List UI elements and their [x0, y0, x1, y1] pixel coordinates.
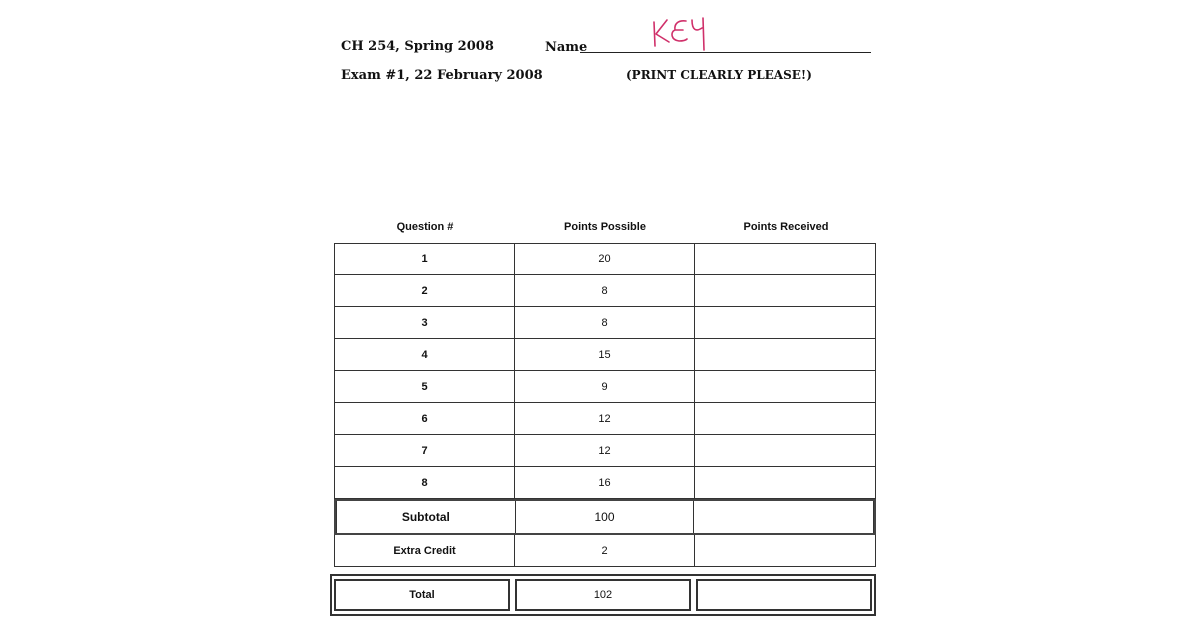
print-instruction: (PRINT CLEARLY PLEASE!)	[626, 68, 812, 82]
points-possible: 9	[514, 371, 694, 402]
question-number: 4	[334, 339, 514, 370]
points-received[interactable]	[694, 371, 876, 402]
points-received[interactable]	[694, 339, 876, 370]
table-row	[334, 467, 876, 499]
subtotal-received[interactable]	[693, 501, 874, 533]
table-row	[334, 403, 876, 435]
points-received[interactable]	[694, 403, 876, 434]
points-received[interactable]	[694, 467, 876, 498]
column-header-points-possible: Points Possible	[564, 221, 646, 233]
subtotal-possible: 100	[515, 501, 694, 533]
table-row	[334, 371, 876, 403]
name-field[interactable]	[580, 52, 871, 53]
course-title: CH 254, Spring 2008	[341, 39, 494, 54]
question-number: 6	[334, 403, 514, 434]
points-received[interactable]	[694, 244, 876, 274]
table-row	[334, 435, 876, 467]
points-received[interactable]	[694, 307, 876, 338]
column-header-question: Question #	[396, 221, 454, 233]
table-row	[334, 307, 876, 339]
name-label: Name	[545, 40, 588, 55]
column-header-points-received: Points Received	[743, 221, 829, 233]
question-number: 5	[334, 371, 514, 402]
subtotal-label: Subtotal	[336, 501, 515, 533]
points-received[interactable]	[694, 275, 876, 306]
table-row	[334, 243, 876, 275]
points-possible: 16	[514, 467, 694, 498]
points-possible: 8	[514, 307, 694, 338]
total-row	[330, 574, 876, 616]
points-possible: 8	[514, 275, 694, 306]
question-number: 7	[334, 435, 514, 466]
score-table	[334, 243, 876, 567]
handwritten-key	[640, 8, 720, 56]
points-possible: 15	[514, 339, 694, 370]
extra-credit-label: Extra Credit	[334, 535, 514, 566]
question-number: 3	[334, 307, 514, 338]
total-received[interactable]	[696, 579, 872, 611]
extra-credit-received[interactable]	[694, 535, 876, 566]
subtotal-row	[334, 499, 876, 535]
points-possible: 20	[514, 244, 694, 274]
extra-credit-possible: 2	[514, 535, 694, 566]
points-received[interactable]	[694, 435, 876, 466]
question-number: 1	[334, 244, 514, 274]
total-label: Total	[334, 579, 510, 611]
table-row	[334, 339, 876, 371]
table-row	[334, 275, 876, 307]
exam-date: Exam #1, 22 February 2008	[341, 68, 543, 83]
points-possible: 12	[514, 403, 694, 434]
extra-credit-row	[334, 535, 876, 567]
question-number: 2	[334, 275, 514, 306]
total-possible: 102	[515, 579, 691, 611]
points-possible: 12	[514, 435, 694, 466]
question-number: 8	[334, 467, 514, 498]
